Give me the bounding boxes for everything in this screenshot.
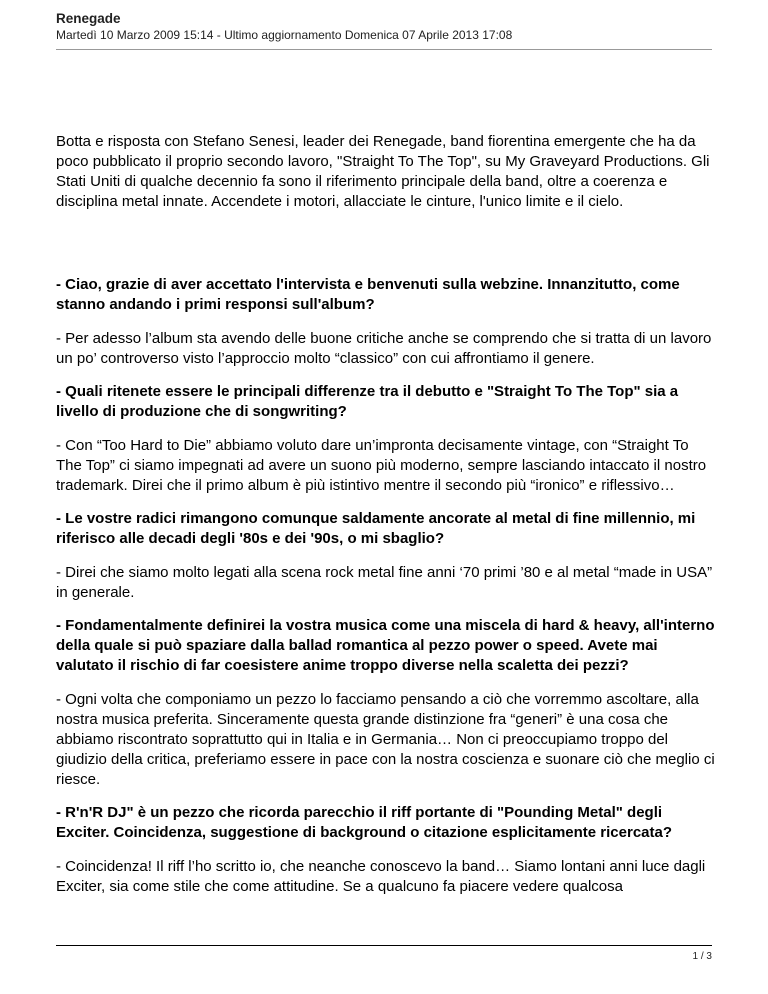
article-date-meta: Martedì 10 Marzo 2009 15:14 - Ultimo aggiornamento Domenica 07 Aprile 2013 17:08 bbox=[56, 28, 513, 42]
header-divider bbox=[56, 49, 712, 50]
page-number: 1 / 3 bbox=[692, 951, 712, 962]
question-4: - Fondamentalmente definirei la vostra musica come una miscela di hard & heavy, all'interno della quale si può spaziare dalla ballad romantica al pezzo power o speed. Avete mai valutato il rischio di far coesistere anime troppo diverse nella scaletta dei pezzi? bbox=[56, 617, 715, 674]
intro-paragraph: Botta e risposta con Stefano Senesi, leader dei Renegade, band fiorentina emergente che ha da poco pubblicato il proprio secondo lavoro, "Straight To The Top", su My Graveyard Productions. Gli Stati Uniti di qualche decennio fa sono il riferimento principale della band, oltre a coerenza e disciplina metal innate. Accendete i motori, allacciate le cinture, l'unico limite e il cielo. bbox=[56, 133, 710, 210]
article-body bbox=[56, 132, 718, 910]
footer-divider bbox=[56, 945, 712, 946]
question-5: - R'n'R DJ" è un pezzo che ricorda parecchio il riff portante di "Pounding Metal" degli Exciter. Coincidenza, suggestione di background o citazione esplicitamente ricercata? bbox=[56, 804, 673, 841]
answer-2: - Con “Too Hard to Die” abbiamo voluto dare un’impronta decisamente vintage, con “Straight To The Top” ci siamo impegnati ad avere un suono più moderno, sempre lasciando intaccato il nostro trademark. Direi che il primo album è più istintivo mentre il secondo più “ironico” e riflessivo… bbox=[56, 437, 707, 494]
answer-3: - Direi che siamo molto legati alla scena rock metal fine anni ‘70 primi ’80 e al metal “made in USA” in generale. bbox=[56, 564, 713, 601]
answer-4: - Ogni volta che componiamo un pezzo lo facciamo pensando a ciò che vorremmo ascoltare, alla nostra musica preferita. Sinceramente questa grande distinzione fra “generi” è una cosa che abbiamo riscontrato soprattutto qui in Italia e in Germania… Non ci preoccupiamo troppo del giudizio della critica, preferiamo essere in pace con la nostra coscienza e suonare ciò che meglio ci riesce. bbox=[56, 691, 715, 788]
page-header bbox=[56, 11, 712, 43]
answer-1: - Per adesso l’album sta avendo delle buone critiche anche se comprendo che si tratta di un lavoro un po’ controverso visto l’approccio molto “classico” con cui affrontiamo il genere. bbox=[56, 330, 712, 367]
question-3: - Le vostre radici rimangono comunque saldamente ancorate al metal di fine millennio, mi riferisco alle decadi degli '80s e dei '90s, o mi sbaglio? bbox=[56, 510, 696, 547]
answer-5: - Coincidenza! Il riff l’ho scritto io, che neanche conoscevo la band… Siamo lontani anni luce dagli Exciter, sia come stile che come attitudine. Se a qualcuno fa piacere vedere qualcosa bbox=[56, 858, 706, 895]
article-title: Renegade bbox=[56, 11, 121, 26]
question-2: - Quali ritenete essere le principali differenze tra il debutto e "Straight To The Top" sia a livello di produzione che di songwriting? bbox=[56, 383, 679, 420]
question-1: - Ciao, grazie di aver accettato l'intervista e benvenuti sulla webzine. Innanzitutto, come stanno andando i primi responsi sull'album? bbox=[56, 276, 680, 313]
